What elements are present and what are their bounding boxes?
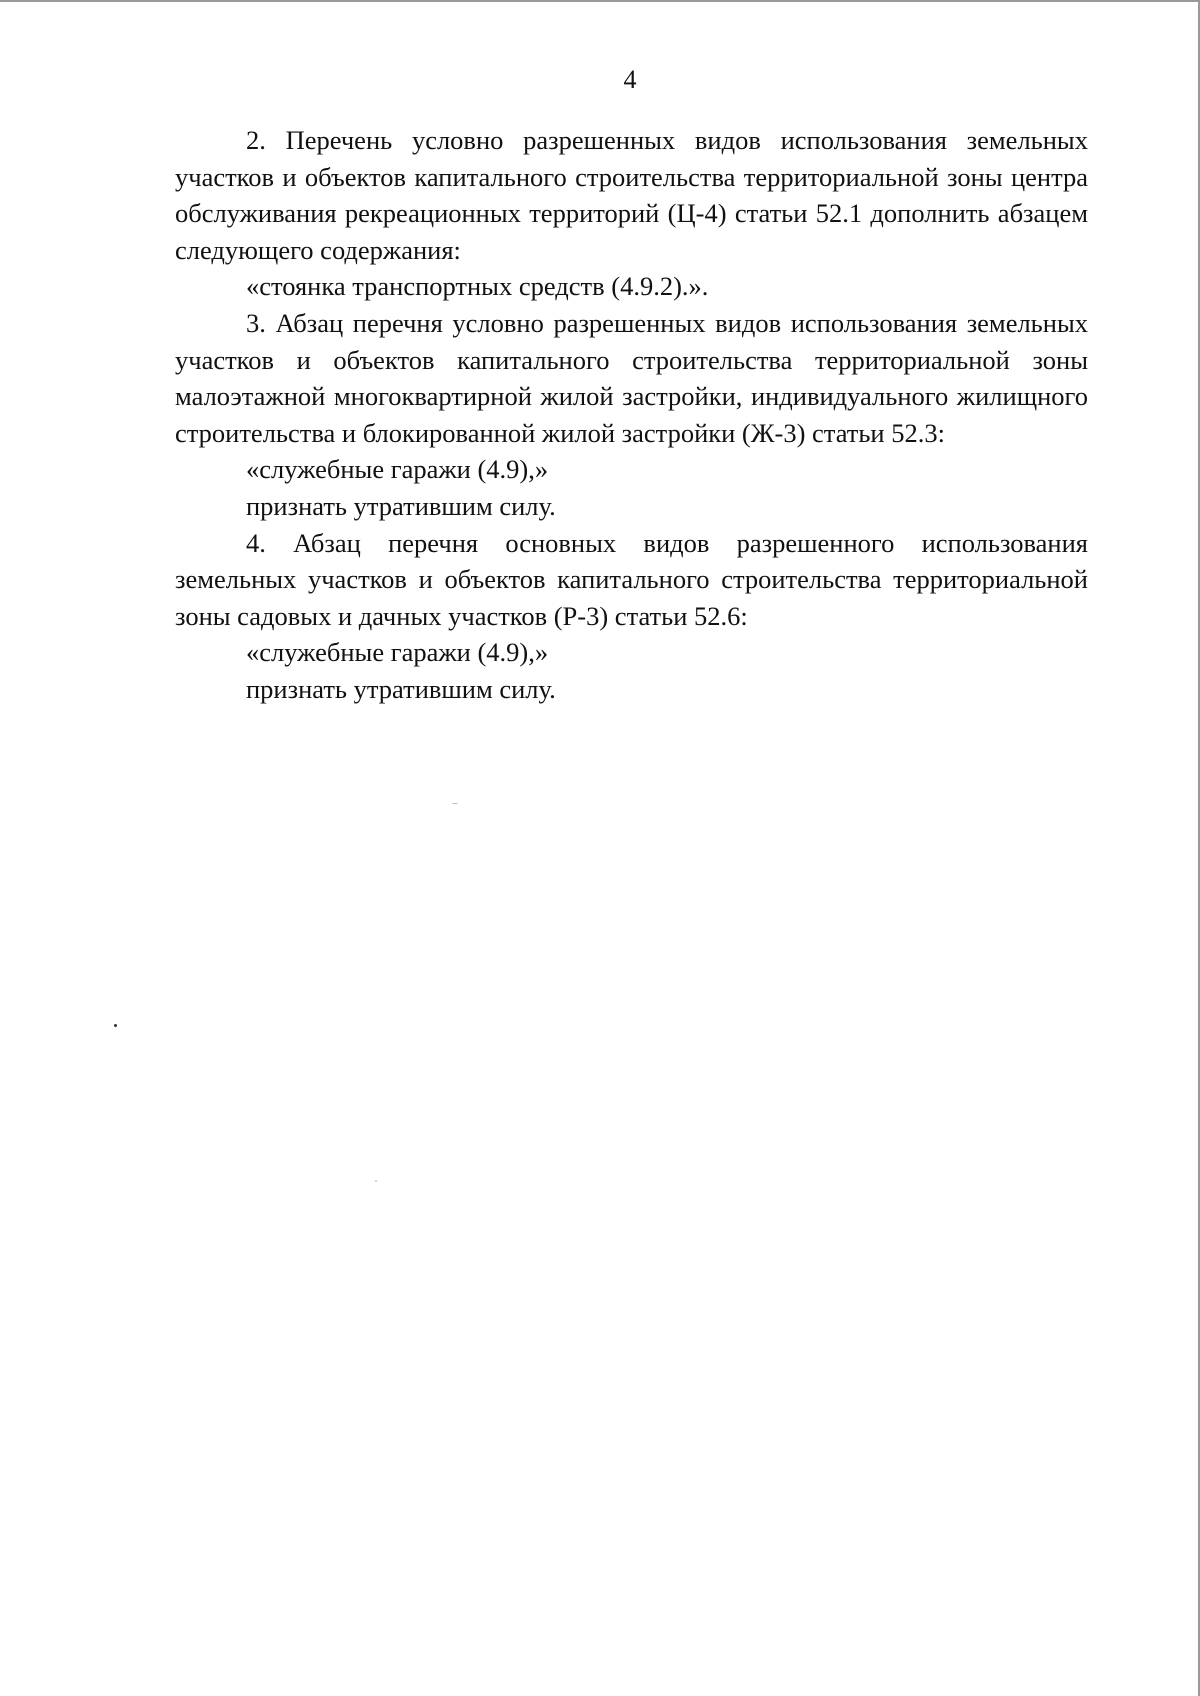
quoted-deletion-line: «служебные гаражи (4.9),» — [246, 454, 549, 485]
scan-speck — [375, 1180, 377, 1182]
scan-speck — [114, 1024, 117, 1027]
quoted-addition-line: «стоянка транспортных средств (4.9.2).». — [246, 271, 709, 302]
repeal-line: признать утратившим силу. — [246, 490, 556, 521]
repeal-line: признать утратившим силу. — [246, 673, 556, 704]
scan-speck — [452, 803, 458, 804]
page-number: 4 — [623, 65, 637, 94]
paragraph-item-2: 2. Перечень условно разрешенных видов использования земельных участков и объектов капитального строительства территориальной зоны центра обслуживания рекреационных территорий (Ц-4) статьи 52.1 дополнить абзацем следующего содержания: — [175, 125, 1088, 265]
paragraph-item-4: 4. Абзац перечня основных видов разрешенного использования земельных участков и объектов капитального строительства территориальной зоны садовых и дачных участков (Р-3) статьи 52.6: — [175, 527, 1088, 631]
document-body — [175, 122, 1088, 708]
paragraph-item-3: 3. Абзац перечня условно разрешенных видов использования земельных участков и объектов капитального строительства территориальной зоны малоэтажной многоквартирной жилой застройки, индивидуального жилищного строительства и блокированной жилой застройки (Ж-3) статьи 52.3: — [175, 307, 1088, 448]
scan-edge-top — [0, 0, 1200, 2]
quoted-deletion-line: «служебные гаражи (4.9),» — [246, 637, 549, 668]
